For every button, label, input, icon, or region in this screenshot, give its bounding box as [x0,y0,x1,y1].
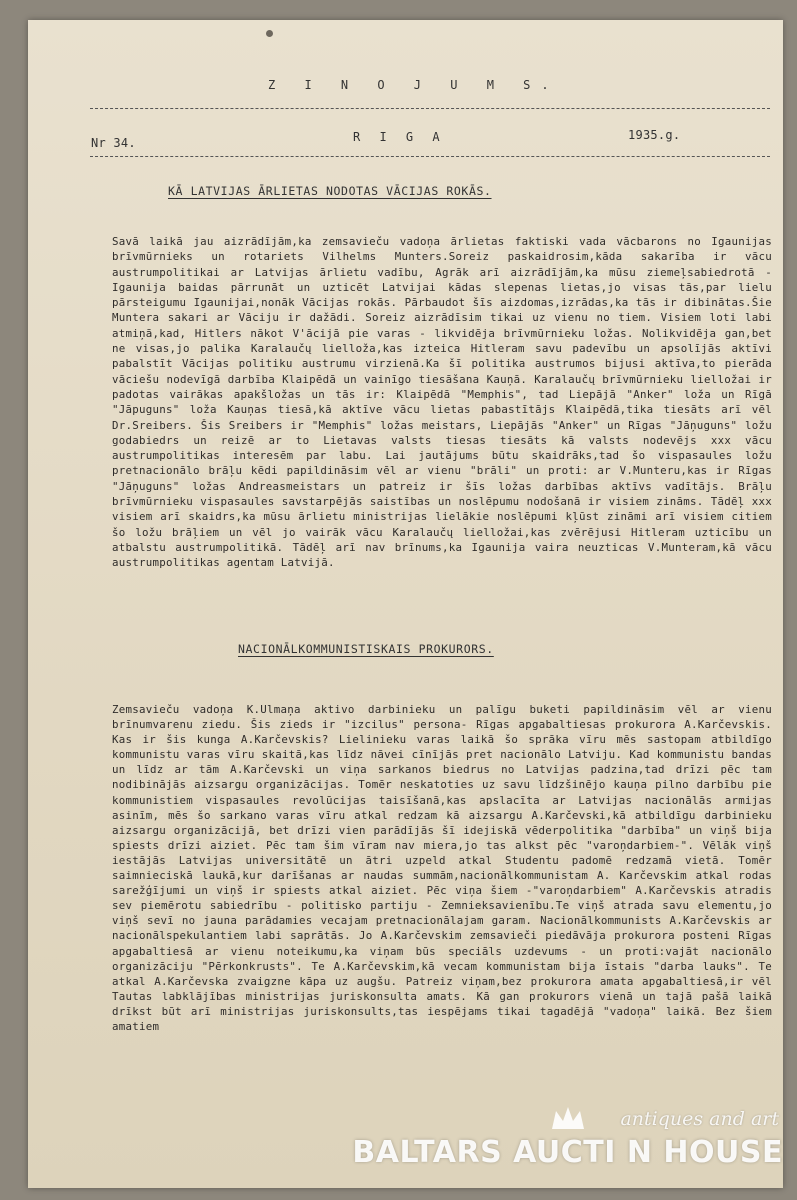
punch-hole [266,30,273,37]
document-page [28,20,783,1188]
section2-body: Zemsavieču vadoņa K.Ulmaņa aktivo darbinieku un palīgu buketi papildināsim vēl ar vienu brīnumvarenu ziedu. Šis zieds ir "izcilus" persona- Rīgas apgabaltiesas prokurora A.Karčevskis. Kas ir šis kunga A.Karčevskis? Lielinieku varas laikā šo sprāka vīru mēs sastopam atbildīgo kommunistu varas vīru skaitā,kas līdz nāvei cīnījās pret nacionālo Latviju. Kad kommunistu bandas un līdz ar tām A.Karčevski un viņa sarkanos biedrus no Latvijas padzina,tad drīzi pēc tam nodibinājās aizsargu organizācijas. Tomēr neskatoties uz savu līdzšinējo kauņa pilno darbību pie kommunistiem vispasaules revolūcijas taisīšanā,kas apslacīta ar Latvijas nacionālās armijas asinīm, mēs šo sarkano varas vīru atkal redzam kā aizsargu A.Karčevski,kā atbildīgu darbinieku aizsargu organizācijā, bet drīzi vien parādījās šī idejiskā vēderpolitika "darbība" un viņš bija spiests drīzi aiziet. Pēc tam šim vīram nav miera,jo tas alkst pēc "varoņdarbiem-". Vēlāk viņš iestājās Latvijas universitātē un ātri uzpeld atkal Studentu padomē redzamā vietā. Tomēr saimnieciskā laukā,kur darīšanas ar naudas summām,nacionālkommunistam A. Karčevskim atkal rodas sarežģījumi un viņš ir spiests atkal aiziet. Pēc viņa šiem -"varoņdarbiem" A.Karčevskis atradis sev piemērotu sabiedrību - politisko partiju - Zemnieksavienību.Te viņš atrada savu elementu,jo viņš sevī no jauna parādamies vecajam pretnacionālajam garam. Nacionālkommunists A.Karčevskis ar nacionālspekulantiem labi saprātās. Jo A.Karčevskim zemsavieči piedāvāja prokurora posteni Rīgas apgabaltiesā ar vienu noteikumu,ka viņam būs speciāls uzdevums - un proti:vajāt nacionālo organizāciju "Pērkonkrusts". Te A.Karčevskim,kā vecam kommunistam bija īstais "darba lauks". Te atkal A.Karčevska zvaigzne kāpa uz augšu. Patreiz viņam,bez prokurora amata apgabaltiesā,ir vēl Tautas labklājības ministrijas juriskonsulta amats. Kā gan prokurors vienā un tajā pašā laikā drīkst būt arī ministrijas juriskonsults,tas iespējams tikai tagadējā "vadoņa" laikā. Bez šiem amatiem [112,703,772,1033]
issue-city: R I G A [353,130,446,144]
crown-icon [548,1103,588,1135]
header-divider-top [90,108,770,109]
section1-heading: KĀ LATVIJAS ĀRLIETAS NODOTAS VĀCIJAS ROKĀS. [168,184,492,198]
watermark-tagline: antiques and art [620,1108,779,1130]
section1-body: Savā laikā jau aizrādījām,ka zemsavieču vadoņa ārlietas faktiski vada vācbarons no Igaunijas brīvmūrnieks un rotariets Vilhelms Munters.Soreiz paskaidrosim,kāda sakarība ir vācu austrumpolitikai ar Latvijas ārlietu vadību, Agrāk arī aizrādījām,ka mūsu ziemeļsabiedrotā - Igaunija baidas pārrunāt un uzticēt Latvijai kādas slepenas lietas,jo visas tās,par lielu pārsteigumu Igaunijai,nonāk Vācijas rokās. Pārbaudot šīs aizdomas,izrādas,ka tās ir dibinātas.Šie Muntera sakari ar Vāciju ir dažādi. Soreiz aizrādīsim tikai uz vienu no tiem. Visiem loti labi atmiņā,kad, Hitlers nākot V'ācijā pie varas - likvidēja brīvmūrnieku ložas. Nolikvidēja gan,bet ne visas,jo palika Karalaučų lielloža,kas izteica Hitleram savu padevību un apsolījās aktīvi pabalstīt Vācijas politiku austrumu virzienā.Ka šī politika austrumos bijusi aktīva,to pierāda vāciešu nodevīgā darbība Klaipēdā un vainīgo tiesāšana Kauņā. Karalaučų brīvmūrnieku lielložai ir padotas vairākas apakšložas un tās ir: Klaipēdā "Memphis", tad Liepājā "Anker" loža un Rīgā "Jāpuguns" loža Kauņas tiesā,kā aktīve vācu lietas pabastītājs Klaipēdā,tika tiesāts arī vēl Dr.Sreibers. Šis Sreibers ir "Memphis" ložas meistars, Liepājās "Anker" un Rīgas "Jāņuguns" ložu godabiedrs un reizē ar to Lietavas valsts tiesas tiesāts kā valsts nodevējs xxx vācu austrumpolitikas interesēm par labu. Lai jautājums būtu skaidrāks,tad šo vispasaules ložu pretnacionālo brāļu kēdi papildināsim vēl ar vienu "brāli" un proti: ar V.Munteru,kas ir Rīgas "Jāņuguns" ložas Andreasmeistars un patreiz ir šīs ložas darbības aktīvs vadītājs. Brāļu brīvmūrnieku vispasaules savstarpējās saistības un noslēpumu nodošanā ir visiem zināms. Tādēļ xxx visiem arī skaidrs,ka mūsu ārlietu ministrijas lielākie noslēpumi kļūst zināmi arī visiem citiem šo ložu brāļiem un vēl jo vairāk vācu Karalaučų lielložai,kas zvērējusi Hitleram uzticību un atbalstu austrumpolitikā. Tādēļ arī nav brīnums,ka Igaunija vaira neuzticas V.Munteram,kā vācu austrumpolitikas agentam Latvijā. [112,235,772,570]
watermark-brand: BALTARS AUCTI N HOUSE [352,1135,783,1170]
section2-heading: NACIONĀLKOMMUNISTISKAIS PROKURORS. [238,642,494,656]
document-title: Z I N O J U M S. [268,78,560,92]
issue-number: Nr 34. [91,136,136,150]
issue-year: 1935.g. [628,128,681,142]
header-divider-bottom [90,156,770,157]
